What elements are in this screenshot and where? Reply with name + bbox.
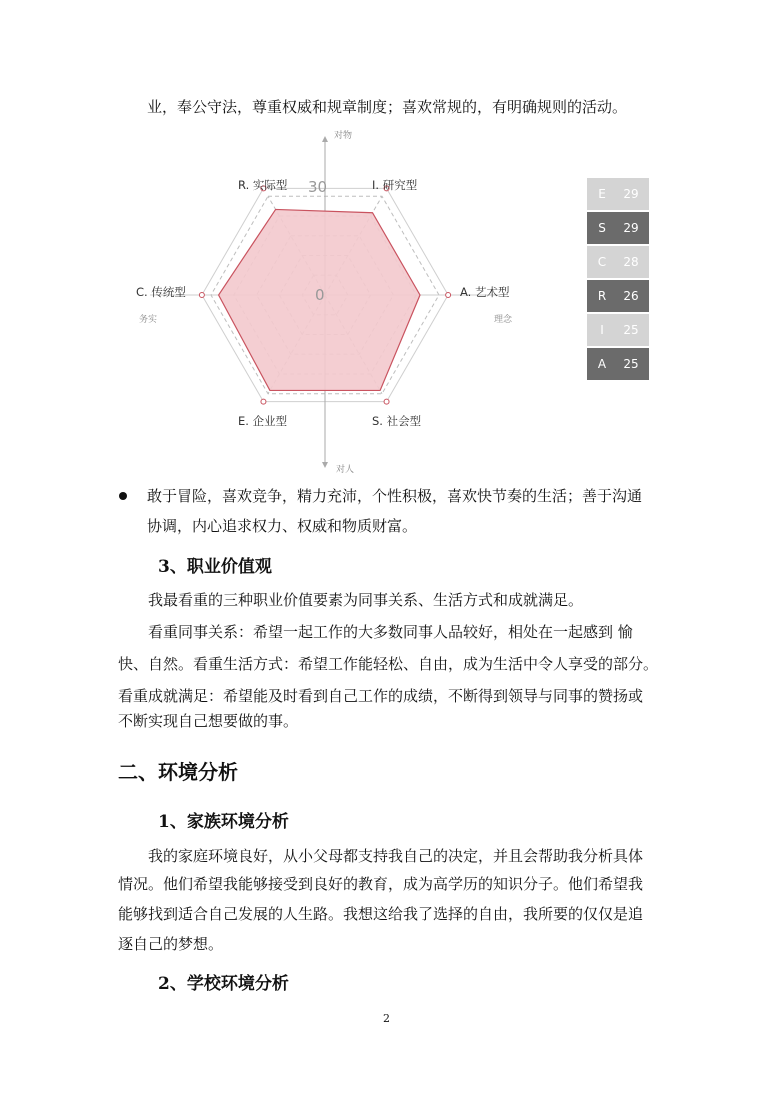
bullet-text-line-2: 协调，内心追求权力、权威和物质财富。 <box>147 517 418 535</box>
section-heading-family: 1、家族环境分析 <box>158 812 289 832</box>
radar-label-c: C. 传统型 <box>136 285 186 299</box>
radar-vertex-e <box>261 399 266 404</box>
values-paragraph-2-line-2: 快、自然。看重生活方式：希望工作能轻松、自由，成为生活中令人享受的部分。 <box>118 655 659 673</box>
axis-label-top: 对物 <box>334 131 353 141</box>
score-key: I <box>600 323 604 337</box>
radar-label-s: S. 社会型 <box>372 414 422 428</box>
score-key: S <box>598 221 606 235</box>
section-heading-environment: 二、环境分析 <box>118 760 238 784</box>
bullet-text-line-1: 敢于冒险，喜欢竞争，精力充沛，个性积极，喜欢快节奏的生活；善于沟通 <box>147 487 643 505</box>
radar-chart <box>120 125 540 475</box>
intro-line: 业，奉公守法，尊重权威和规章制度；喜欢常规的，有明确规则的活动。 <box>147 98 628 116</box>
score-key: C <box>597 255 607 269</box>
radar-label-i: I. 研究型 <box>372 178 418 192</box>
values-paragraph-2-line-3: 看重成就满足：希望能及时看到自己工作的成绩，不断得到领导与同事的赞扬或 <box>118 687 644 705</box>
score-box-r <box>587 280 649 312</box>
score-box-s <box>587 212 649 244</box>
score-box-c <box>587 246 649 278</box>
radar-label-e: E. 企业型 <box>238 414 288 428</box>
bullet-icon <box>119 492 127 500</box>
scale-min-label: 0 <box>315 286 325 304</box>
radar-label-r: R. 实际型 <box>238 178 288 192</box>
values-paragraph-2-line-1: 看重同事关系：希望一起工作的大多数同事人品较好，相处在一起感到 愉 <box>148 623 633 641</box>
score-box-a <box>587 348 649 380</box>
score-value: 28 <box>623 255 639 269</box>
axis-label-right: 理念 <box>494 315 513 325</box>
score-box-i <box>587 314 649 346</box>
score-key: A <box>597 357 607 371</box>
family-paragraph-line-2: 情况。他们希望我能够接受到良好的教育，成为高学历的知识分子。他们希望我 <box>118 875 644 893</box>
radar-vertex-a <box>446 293 451 298</box>
score-value: 29 <box>623 187 639 201</box>
score-value: 29 <box>623 221 639 235</box>
score-value: 25 <box>623 357 639 371</box>
family-paragraph-line-1: 我的家庭环境良好，从小父母都支持我自己的决定，并且会帮助我分析具体 <box>148 847 644 865</box>
section-heading-career-values: 3、职业价值观 <box>158 557 272 577</box>
values-paragraph-2-line-4: 不断实现自己想要做的事。 <box>118 712 299 730</box>
score-key: E <box>598 187 606 201</box>
family-paragraph-line-3: 能够找到适合自己发展的人生路。我想这给我了选择的自由，我所要的仅仅是追 <box>118 905 644 923</box>
axis-label-bottom: 对人 <box>336 465 355 475</box>
score-value: 25 <box>623 323 639 337</box>
family-paragraph-line-4: 逐自己的梦想。 <box>118 935 224 953</box>
section-heading-school: 2、学校环境分析 <box>158 974 289 994</box>
score-value: 26 <box>623 289 639 303</box>
axis-label-left: 务实 <box>139 315 158 325</box>
page-number: 2 <box>383 1012 390 1025</box>
score-box-e <box>587 178 649 210</box>
score-key: R <box>597 289 607 303</box>
radar-label-a: A. 艺术型 <box>460 285 510 299</box>
scale-max-label: 30 <box>308 178 328 196</box>
values-paragraph-1: 我最看重的三种职业价值要素为同事关系、生活方式和成就满足。 <box>148 591 584 609</box>
radar-vertex-s <box>384 399 389 404</box>
radar-vertex-c <box>199 293 204 298</box>
